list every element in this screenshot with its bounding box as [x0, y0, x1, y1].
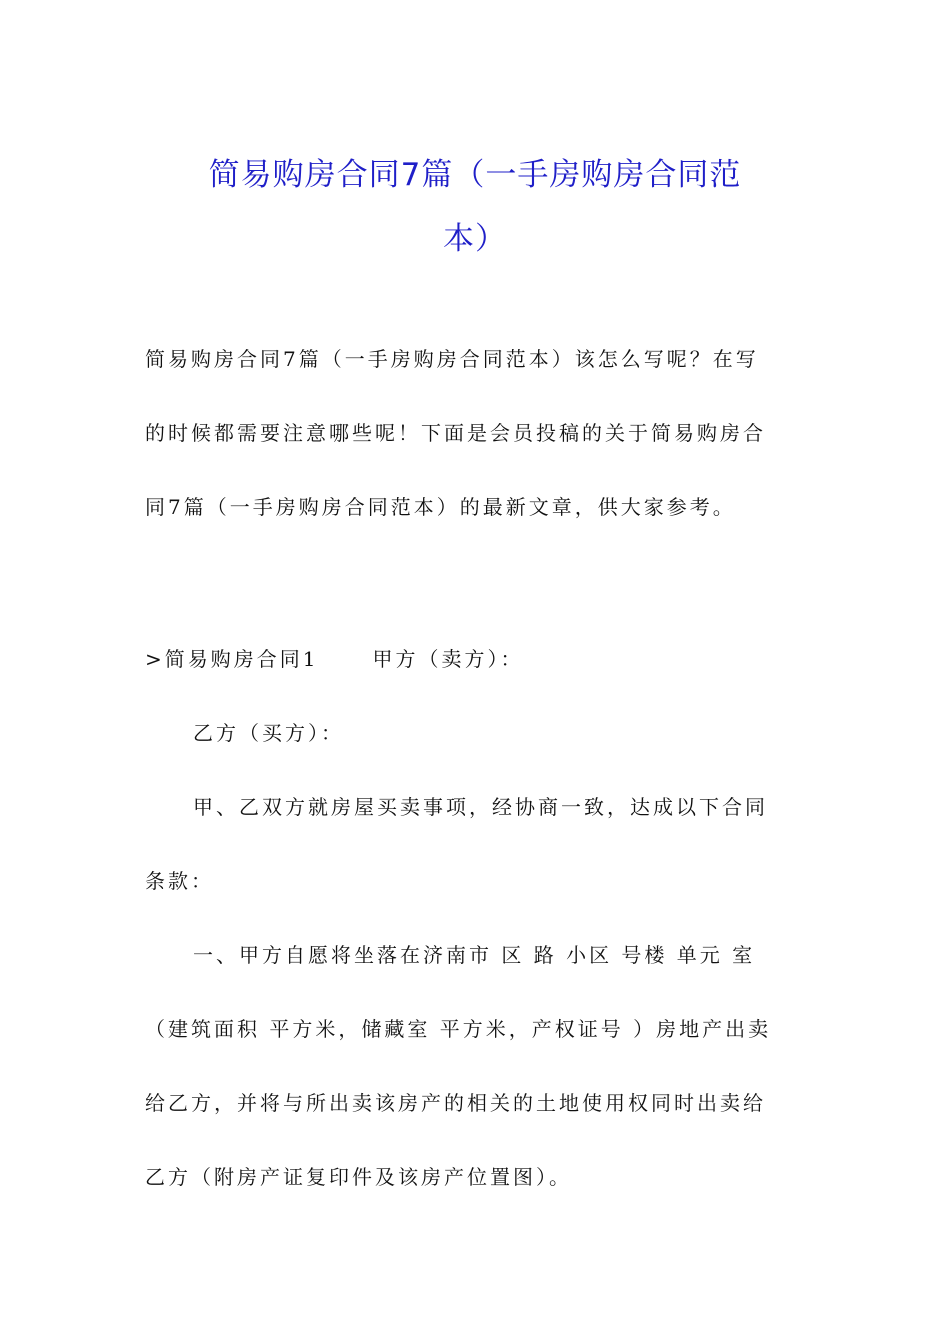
section-heading-line: [145, 622, 523, 696]
document-title: [120, 143, 830, 271]
clause-1-line-4: 乙方（附房产证复印件及该房产位置图）。: [145, 1165, 572, 1189]
agreement-line-1: 甲、乙双方就房屋买卖事项，经协商一致，达成以下合同: [193, 795, 768, 819]
party-a-label: 甲方（卖方）：: [372, 647, 524, 671]
title-line-2: 本）: [443, 220, 507, 257]
section-heading: >简易购房合同1: [145, 647, 319, 671]
intro-line-1: 简易购房合同7篇（一手房购房合同范本）该怎么写呢？在写: [145, 347, 759, 371]
intro-line-2: 的时候都需要注意哪些呢！下面是会员投稿的关于简易购房合: [145, 421, 766, 445]
intro-paragraph: [145, 322, 805, 544]
clause-1-line-1: 一、甲方自愿将坐落在济南市 区 路 小区 号楼 单元 室: [193, 943, 756, 967]
intro-line-3: 同7篇（一手房购房合同范本）的最新文章，供大家参考。: [145, 495, 736, 519]
title-line-1: 简易购房合同7篇（一手房购房合同范: [208, 156, 742, 193]
agreement-line-2: 条款：: [145, 869, 214, 893]
clause-1-line-3: 给乙方，并将与所出卖该房产的相关的土地使用权同时出卖给: [145, 1091, 766, 1115]
clause-1-line-2: （建筑面积 平方米，储藏室 平方米，产权证号 ）房地产出卖: [145, 1017, 772, 1041]
contract-body: [145, 696, 805, 1214]
party-b-label: 乙方（买方）：: [193, 721, 344, 745]
